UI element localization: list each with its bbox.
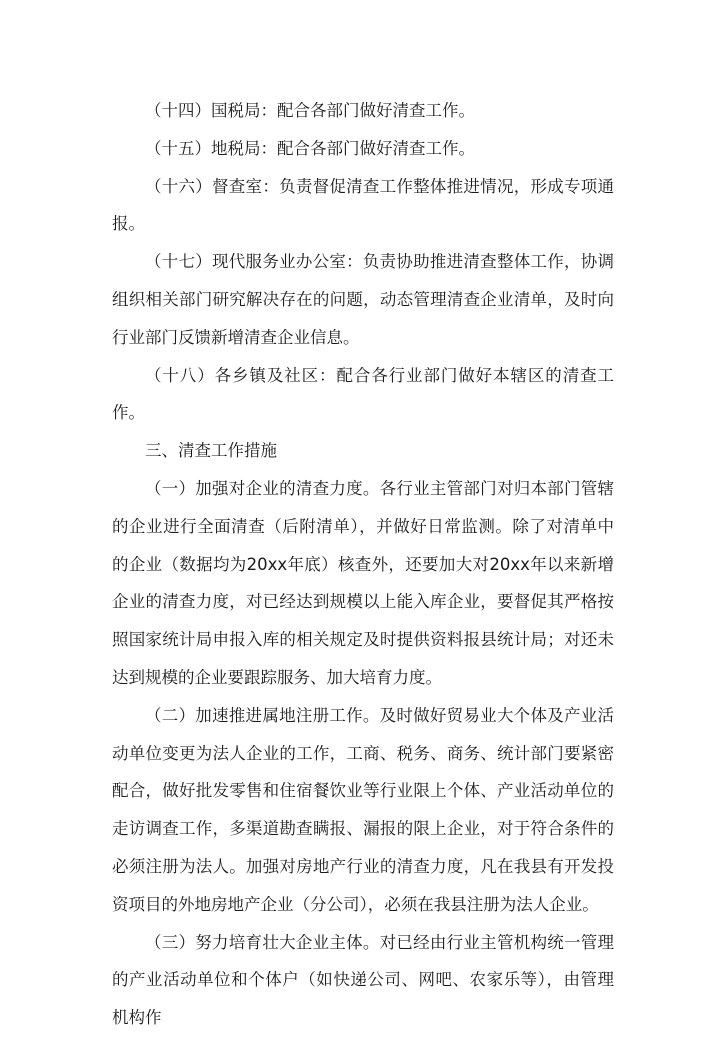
section-heading-measures: 三、清查工作措施 bbox=[145, 441, 277, 461]
paragraph-guoshuiju: （十四）国税局：配合各部门做好清查工作。 bbox=[145, 101, 475, 120]
paragraph-xiandai-fuwuye: （十七）现代服务业办公室：负责协助推进清查整体工作，协调组织相关部门研究解决存在的问题，动态管理清查企业清单，及时向行业部门反馈新增清查企业信息。 bbox=[112, 252, 614, 347]
paragraph-measure-2: （二）加速推进属地注册工作。及时做好贸易业大个体及产业活动单位变更为法人企业的工作，工商、税务、商务、统计部门要紧密配合，做好批发零售和住宿餐饮业等行业限上个体、产业活动单位的走访调查工作，多渠道勘查瞒报、漏报的限上企业，对于符合条件的必须注册为法人。加强对房地产行业的清查力度，凡在我县有开发投资项目的外地房地产企业（分公司），必须在我县注册为法人企业。 bbox=[112, 705, 614, 914]
paragraph-xiangzhen-shequ: （十八）各乡镇及社区：配合各行业部门做好本辖区的清查工作。 bbox=[112, 365, 614, 423]
paragraph-measure-1: （一）加强对企业的清查力度。各行业主管部门对归本部门管辖的企业进行全面清查（后附清单），并做好日常监测。除了对清单中的企业（数据均为20xx年底）核查外，还要加大对20xx年以来新增企业的清查力度，对已经达到规模以上能入库企业，要督促其严格按照国家统计局申报入库的相关规定及时提供资料报县统计局；对还未达到规模的企业要跟踪服务、加大培育力度。 bbox=[112, 478, 614, 687]
paragraph-dishuiju: （十五）地税局：配合各部门做好清查工作。 bbox=[145, 138, 475, 158]
paragraph-measure-3: （三）努力培育壮大企业主体。对已经由行业主管机构统一管理的产业活动单位和个体户（如快递公司、网吧、农家乐等），由管理机构作 bbox=[112, 932, 614, 1028]
paragraph-ducha-shi: （十六）督查室：负责督促清查工作整体推进情况，形成专项通报。 bbox=[112, 176, 614, 234]
